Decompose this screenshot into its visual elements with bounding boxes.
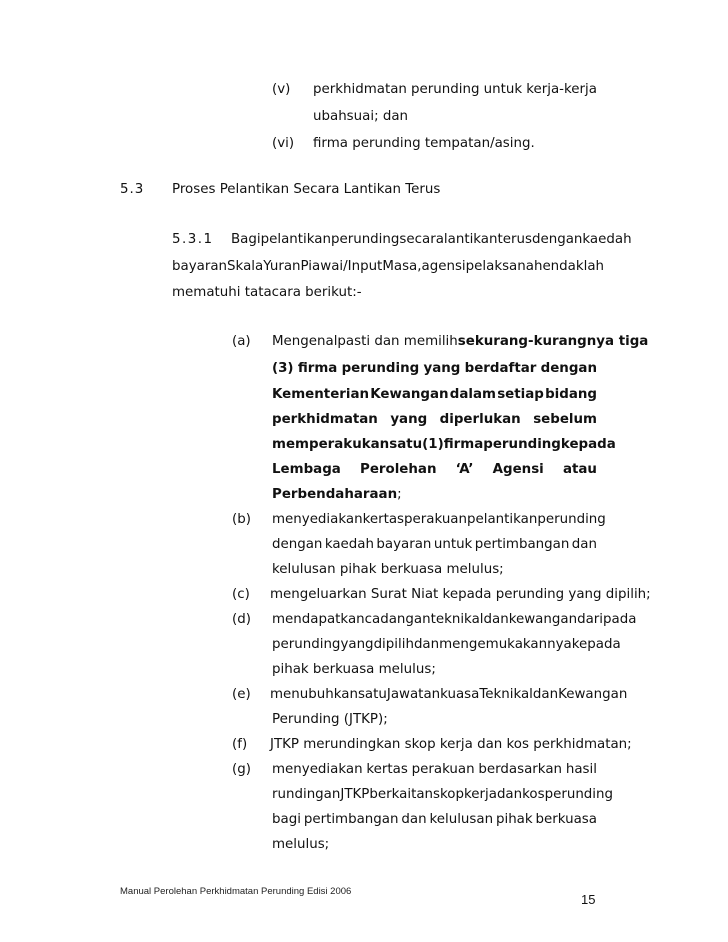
word: memperakukan <box>272 437 390 452</box>
word: dan <box>483 612 509 627</box>
word: Skala <box>227 259 264 274</box>
word: setiap <box>497 387 544 402</box>
word: berdasarkan <box>478 762 563 777</box>
word: JTKP <box>340 787 370 802</box>
item-a-line7 <box>272 487 402 502</box>
word: kepada <box>560 437 616 452</box>
word: dengan <box>540 361 597 376</box>
list-item-vi-line1: firma perunding tempatan/asing. <box>313 136 535 151</box>
item-g-line1 <box>272 762 597 777</box>
word: untuk <box>433 537 473 552</box>
item-b-line1 <box>272 512 606 527</box>
word: kos <box>522 787 545 802</box>
word: Lembaga <box>272 462 341 477</box>
word: terus <box>497 232 532 247</box>
subsection-line2 <box>172 259 605 274</box>
subsection-number: 5.3.1 <box>172 232 214 247</box>
word: kaedah <box>582 232 632 247</box>
word: cadangan <box>364 612 431 627</box>
word: mendapatkan <box>272 612 365 627</box>
word: perunding <box>330 232 400 247</box>
word: dalam <box>449 387 496 402</box>
word: hasil <box>565 762 597 777</box>
word: perkhidmatan <box>272 412 378 427</box>
word: kerja-kerja <box>526 82 597 97</box>
word: menyediakan <box>272 512 363 527</box>
word: perakuan <box>404 512 468 527</box>
word: pertimbangan <box>474 537 570 552</box>
word: Bagi <box>231 232 261 247</box>
word: dan <box>496 787 523 802</box>
word: perunding <box>483 437 561 452</box>
item-marker-a: (a) <box>232 334 251 349</box>
word: dan <box>413 637 440 652</box>
item-a-line1-plain: Mengenalpasti dan memilih <box>272 334 458 349</box>
word: lantikan <box>443 232 498 247</box>
word: Piawai/Input <box>300 259 383 274</box>
item-d-line2 <box>272 637 621 652</box>
section-number: 5.3 <box>120 182 145 197</box>
subsection-line3: mematuhi tatacara berikut:- <box>172 285 362 300</box>
word: Agensi <box>492 462 544 477</box>
word: satu <box>357 687 387 702</box>
word: dengan <box>272 537 323 552</box>
word: daripada <box>577 612 637 627</box>
item-marker-f: (f) <box>232 737 248 752</box>
word: firma <box>443 437 484 452</box>
list-item-v-line2: ubahsuai; dan <box>313 109 409 124</box>
item-g-line2 <box>272 787 614 802</box>
word: bidang <box>545 387 597 402</box>
item-b-line2 <box>272 537 597 552</box>
word: pihak <box>495 812 533 827</box>
word: kerja <box>463 787 497 802</box>
word: perunding <box>411 82 480 97</box>
item-marker-b: (b) <box>232 512 251 527</box>
word: perunding <box>341 361 420 376</box>
word: Yuran <box>263 259 301 274</box>
word: dan <box>532 687 559 702</box>
item-d-line3: pihak berkuasa melulus; <box>272 662 436 677</box>
word: yang <box>390 412 428 427</box>
item-a-line6 <box>272 462 597 477</box>
item-marker-g: (g) <box>232 762 251 777</box>
word: kertas <box>366 762 408 777</box>
word: pelaksana <box>465 259 534 274</box>
list-item-v-line1 <box>313 82 597 97</box>
item-e-line1 <box>270 687 628 702</box>
word: dan <box>571 537 597 552</box>
word: dipilih <box>373 637 414 652</box>
word: menyediakan <box>272 762 363 777</box>
word: Teknikal <box>479 687 533 702</box>
list-marker-vi: (vi) <box>272 136 295 151</box>
word: (3) <box>272 361 294 376</box>
word: Kewangan <box>558 687 628 702</box>
word: pertimbangan <box>303 812 399 827</box>
word: pelantikan <box>467 512 538 527</box>
word: perkhidmatan <box>313 82 407 97</box>
page-number: 15 <box>581 892 596 907</box>
word: agensi <box>421 259 466 274</box>
word: kaedah <box>324 537 374 552</box>
footer-title: Manual Perolehan Perkhidmatan Perunding Edisi 2006 <box>120 886 352 897</box>
word: perunding <box>272 637 341 652</box>
word: sebelum <box>533 412 597 427</box>
word: dan <box>401 812 427 827</box>
item-a-line5 <box>272 437 616 452</box>
item-f-line1: JTKP merundingkan skop kerja dan kos perkhidmatan; <box>270 737 632 752</box>
word: secara <box>399 232 444 247</box>
word: diperlukan <box>439 412 521 427</box>
item-a-line1-bold: sekurang-kurangnya tiga <box>457 334 649 349</box>
word: bagi <box>272 812 301 827</box>
word: perakuan <box>411 762 475 777</box>
item-a-line7-plain: ; <box>397 487 402 502</box>
item-a-line3 <box>272 387 597 402</box>
word: kelulusan <box>429 812 494 827</box>
word: Kewangan <box>370 387 449 402</box>
word: berkuasa <box>535 812 597 827</box>
item-g-line3 <box>272 812 597 827</box>
item-g-line4: melulus; <box>272 837 330 852</box>
word: dengan <box>531 232 583 247</box>
word: Kementerian <box>272 387 370 402</box>
item-a-line7-bold: Perbendaharaan <box>272 487 398 502</box>
item-e-line2: Perunding (JTKP); <box>272 712 388 727</box>
word: yang <box>340 637 374 652</box>
item-d-line1 <box>272 612 637 627</box>
word: perunding <box>537 512 606 527</box>
item-b-line3: kelulusan pihak berkuasa melulus; <box>272 562 504 577</box>
item-marker-e: (e) <box>232 687 251 702</box>
word: mengemukakannya <box>439 637 572 652</box>
word: bayaran <box>376 537 432 552</box>
word: atau <box>562 462 597 477</box>
word: kewangan <box>508 612 578 627</box>
word: menubuhkan <box>270 687 358 702</box>
item-a-line2 <box>272 361 597 376</box>
word: satu <box>389 437 423 452</box>
word: skop <box>433 787 464 802</box>
word: untuk <box>483 82 523 97</box>
word: Perolehan <box>360 462 437 477</box>
word: (1) <box>422 437 444 452</box>
word: Jawatankuasa <box>386 687 480 702</box>
word: kertas <box>362 512 405 527</box>
item-marker-d: (d) <box>232 612 251 627</box>
word: ‘A’ <box>455 462 474 477</box>
word: bayaran <box>172 259 228 274</box>
item-a-line1 <box>272 334 649 349</box>
word: firma <box>297 361 338 376</box>
word: kepada <box>571 637 621 652</box>
word: teknikal <box>430 612 484 627</box>
word: rundingan <box>272 787 341 802</box>
word: yang <box>423 361 461 376</box>
word: berkaitan <box>369 787 434 802</box>
word: perunding <box>544 787 614 802</box>
word: hendaklah <box>533 259 605 274</box>
word: pelantikan <box>260 232 331 247</box>
subsection-line1 <box>231 232 632 247</box>
section-title: Proses Pelantikan Secara Lantikan Terus <box>172 182 441 197</box>
item-a-line4 <box>272 412 597 427</box>
list-marker-v: (v) <box>272 82 291 97</box>
item-marker-c: (c) <box>232 587 250 602</box>
word: berdaftar <box>464 361 537 376</box>
word: Masa, <box>382 259 422 274</box>
item-c-line1: mengeluarkan Surat Niat kepada perunding yang dipilih; <box>270 587 651 602</box>
